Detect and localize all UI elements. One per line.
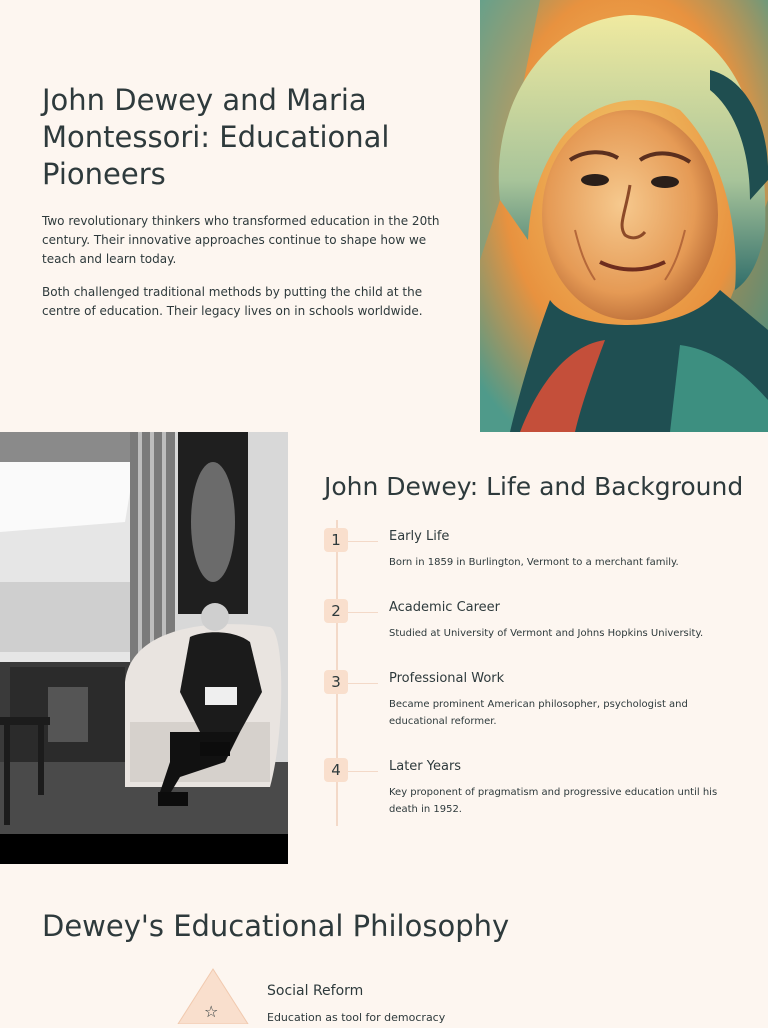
- montessori-portrait-image: [480, 0, 768, 432]
- timeline-desc-later-years: Key proponent of pragmatism and progressive education until his death in 1952.: [389, 787, 718, 815]
- timeline-title-early-life: Early Life: [389, 529, 450, 544]
- timeline-number-4: 4: [324, 758, 348, 782]
- intro-paragraph-2: Both challenged traditional methods by putting the child at the centre of education. Their legacy lives on in schools worldwide.: [42, 285, 423, 318]
- card-title-social-reform: Social Reform: [267, 983, 364, 999]
- timeline-number-2: 2: [324, 599, 348, 623]
- intro-paragraph-1: Two revolutionary thinkers who transformed education in the 20th century. Their innovative approaches continue to shape how we teach and learn today.: [42, 214, 440, 266]
- timeline-connector: [348, 771, 378, 772]
- timeline-desc-academic-career: Studied at University of Vermont and Johns Hopkins University.: [389, 628, 704, 639]
- dewey-photo-image: [0, 432, 288, 864]
- timeline-connector: [348, 612, 378, 613]
- timeline-title-professional-work: Professional Work: [389, 671, 505, 686]
- timeline-desc-professional-work: Became prominent American philosopher, psychologist and educational reformer.: [389, 699, 688, 727]
- card-desc-social-reform: Education as tool for democracy: [267, 1011, 446, 1024]
- timeline-title-later-years: Later Years: [389, 759, 462, 774]
- timeline-connector: [348, 541, 378, 542]
- timeline-desc-early-life: Born in 1859 in Burlington, Vermont to a merchant family.: [389, 557, 679, 568]
- timeline-number-1: 1: [324, 528, 348, 552]
- timeline-title-academic-career: Academic Career: [389, 600, 501, 615]
- star-icon: ☆: [204, 1002, 219, 1021]
- section-title-philosophy: Dewey's Educational Philosophy: [42, 909, 510, 943]
- timeline-number-3: 3: [324, 670, 348, 694]
- section-title-background: John Dewey: Life and Background: [324, 472, 744, 501]
- timeline-connector: [348, 683, 378, 684]
- slide-title: John Dewey and Maria Montessori: Educational Pioneers: [42, 83, 390, 191]
